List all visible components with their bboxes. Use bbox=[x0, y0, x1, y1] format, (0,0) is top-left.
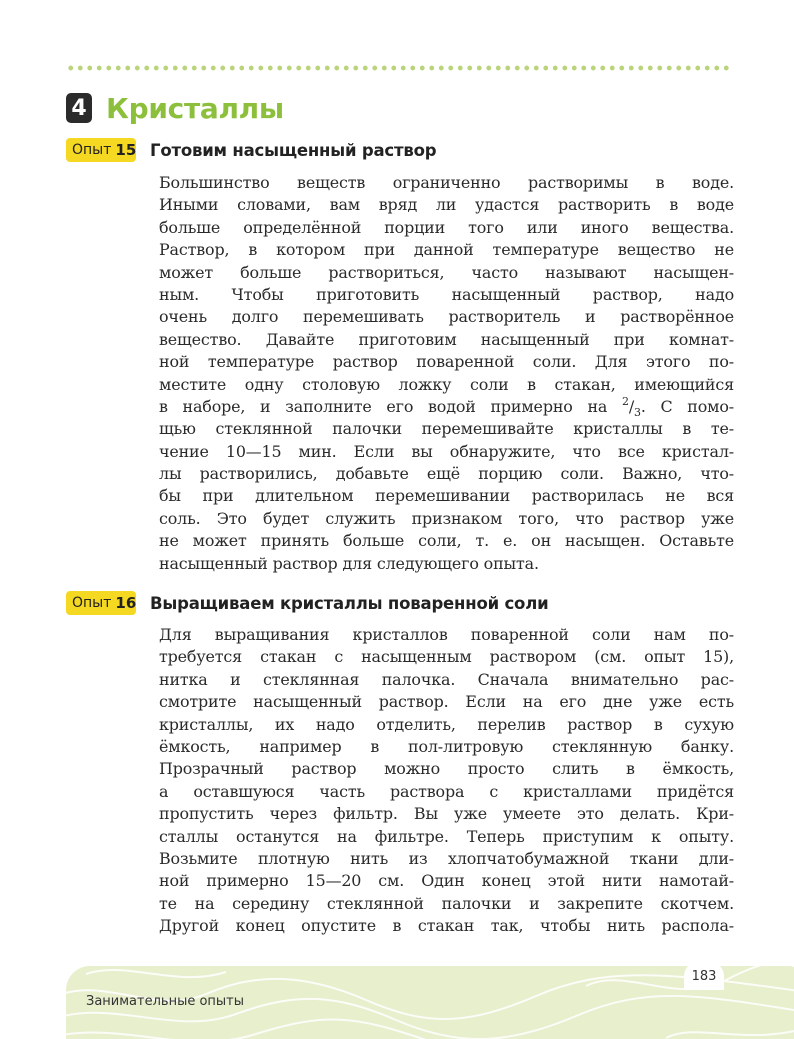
text-line: может больше раствориться, часто называют насыщен- bbox=[159, 262, 734, 282]
text-line: Для выращивания кристаллов поваренной соли нам по- bbox=[159, 625, 734, 644]
text-line: не может принять больше соли, т. е. он насыщен. Оставьте bbox=[159, 531, 734, 551]
experiment-15-text bbox=[159, 172, 734, 575]
experiment-16-heading bbox=[66, 590, 548, 616]
text-line: Иными словами, вам вряд ли удастся растворить в воде bbox=[159, 195, 734, 215]
chapter-title: Кристаллы bbox=[106, 91, 284, 125]
text-line: ёмкость, например в пол-литровую стеклянную банку. bbox=[159, 736, 734, 756]
text-line: чение 10—15 мин. Если вы обнаружите, что все кристал- bbox=[159, 441, 734, 461]
text-line: Раствор, в котором при данной температуре вещество не bbox=[159, 240, 734, 260]
experiment-title: Выращиваем кристаллы поваренной соли bbox=[150, 593, 549, 613]
experiment-title: Готовим насыщенный раствор bbox=[150, 140, 437, 160]
text-line: пропустить через фильтр. Вы уже умеете это делать. Кри- bbox=[159, 804, 734, 824]
text-line: щью стеклянной палочки перемешивайте кристаллы в те- bbox=[159, 419, 734, 439]
footer-section-title: Занимательные опыты bbox=[86, 994, 245, 1009]
experiment-16-text bbox=[159, 624, 734, 937]
text-line: ной примерно 15—20 см. Один конец этой нити намотай- bbox=[159, 871, 734, 891]
text-line: соль. Это будет служить признаком того, что раствор уже bbox=[159, 508, 734, 528]
text-line: лы растворились, добавьте ещё порцию соли. Важно, что- bbox=[159, 464, 734, 484]
page-number: 183 bbox=[684, 962, 724, 990]
text-line: местите одну столовую ложку соли в стакан, имеющийся bbox=[159, 374, 734, 394]
fraction: $^2/_3$ bbox=[621, 394, 641, 420]
text-line: смотрите насыщенный раствор. Если на его дне уже есть bbox=[159, 692, 734, 712]
dotted-separator bbox=[66, 64, 730, 72]
chapter-number: 4 bbox=[66, 93, 92, 123]
text-line: больше определённой порции того или иного вещества. bbox=[159, 217, 734, 237]
text-line: Прозрачный раствор можно просто слить в ёмкость, bbox=[159, 759, 734, 779]
text-line: Возьмите плотную нить из хлопчатобумажной ткани дли- bbox=[159, 848, 734, 868]
experiment-badge bbox=[66, 138, 136, 162]
text-line: насыщенный раствор для следующего опыта. bbox=[159, 553, 539, 573]
text-line: очень долго перемешивать растворитель и растворённое bbox=[159, 307, 734, 327]
text-line: кристаллы, их надо отделить, перелив раствор в сухую bbox=[159, 714, 734, 734]
text-line: нитка и стеклянная палочка. Сначала внимательно рас- bbox=[159, 669, 734, 689]
experiment-badge-word: Опыт bbox=[72, 142, 112, 158]
text-line-with-fraction bbox=[159, 396, 734, 418]
experiment-badge bbox=[66, 591, 136, 615]
text-line: ным. Чтобы приготовить насыщенный раствор, надо bbox=[159, 284, 734, 304]
fraction-denominator: 3 bbox=[634, 406, 641, 420]
experiment-badge-number: 15 bbox=[115, 141, 137, 159]
text-line: Большинство веществ ограниченно растворимы в воде. bbox=[159, 173, 734, 192]
text-line: вещество. Давайте приготовим насыщенный при комнат- bbox=[159, 329, 734, 349]
text-line: сталлы останутся на фильтре. Теперь приступим к опыту. bbox=[159, 826, 734, 846]
fraction-trailing-text: . С помо- bbox=[640, 396, 735, 416]
text-line: требуется стакан с насыщенным раствором (см. опыт 15), bbox=[159, 647, 734, 667]
chapter-heading bbox=[66, 88, 284, 128]
text-line: Другой конец опустите в стакан так, чтобы нить распола- bbox=[159, 916, 734, 936]
experiment-badge-number: 16 bbox=[115, 594, 137, 612]
experiment-badge-word: Опыт bbox=[72, 595, 112, 611]
text-line: а оставшуюся часть раствора с кристаллами придётся bbox=[159, 781, 734, 801]
text-line: ной температуре раствор поваренной соли. Для этого по- bbox=[159, 352, 734, 372]
text-line: те на середину стеклянной палочки и закрепите скотчем. bbox=[159, 893, 734, 913]
experiment-15-heading bbox=[66, 137, 436, 163]
fraction-numerator: 2 bbox=[621, 394, 629, 408]
text-line: бы при длительном перемешивании растворилась не вся bbox=[159, 486, 734, 506]
text-line: в наборе, и заполните его водой примерно на bbox=[159, 396, 608, 416]
